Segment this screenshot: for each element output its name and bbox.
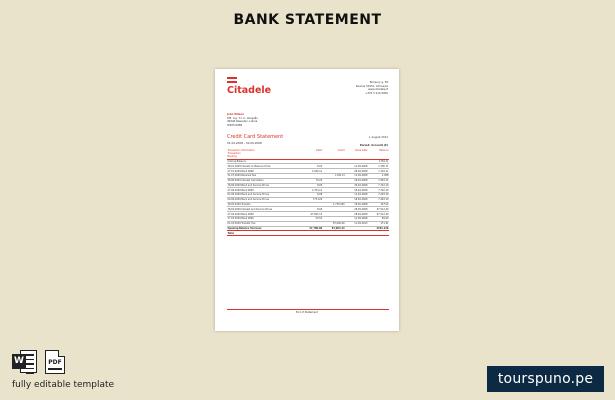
table-cell: 67,512.40 [368, 212, 389, 217]
bank-address-line: Kaunas 50151, Lithuania [355, 84, 388, 88]
column-header: Balance [368, 149, 389, 159]
table-cell: 8.08 [300, 193, 322, 198]
table-cell: 4762.136 [368, 226, 389, 231]
pdf-document-icon [43, 350, 70, 374]
table-cell: 87,000.00 [323, 221, 345, 226]
table-cell: 18.06.2009 Bank and Service Prices [227, 183, 300, 188]
table-cell: 79.25 [300, 178, 322, 183]
bank-address-line: Tempory g. 58 [369, 81, 388, 84]
table-cell: 1,908 [368, 173, 389, 178]
table-cell: 53.52 [300, 216, 322, 221]
table-cell: 7,203.10 [368, 193, 389, 198]
word-letter: W [12, 354, 26, 369]
table-header-row [227, 149, 389, 159]
client-name: John Ellison [227, 113, 244, 116]
table-cell: 27.06.2009 Bank 0000 [227, 188, 300, 193]
table-cell: 30.512 [368, 202, 389, 207]
table-cell [368, 231, 389, 236]
column-header: Debit [300, 149, 322, 159]
bank-address-line: www.citadele.lt [368, 88, 388, 92]
table-cell: 7,702.10 [368, 188, 389, 193]
table-cell: 28.09.2008 [345, 212, 368, 217]
column-header [227, 149, 300, 159]
table-cell: 11.09.2008 [345, 164, 368, 169]
table-cell: 04.06.2009 Bank and Service Prices [227, 197, 300, 202]
column-header: Credit [323, 149, 345, 159]
table-cell: 89.00 [368, 216, 389, 221]
table-cell: 8.09 [300, 183, 322, 188]
table-cell: 1,620.11 [300, 169, 322, 174]
transactions-body [227, 159, 389, 236]
bank-address [328, 81, 388, 95]
client-address-line: 40940 Rawsden, Latvia [227, 120, 258, 124]
table-cell: 18.04.2008 [345, 197, 368, 202]
citadele-logo-icon [227, 77, 237, 83]
table-cell: 7,954.11 [368, 178, 389, 183]
table-cell: 1,704.11 [368, 169, 389, 174]
table-cell: 30.04.2008 [345, 183, 368, 188]
table-cell: 27.01.2009 Bank 0000 [227, 169, 300, 174]
table-cell: Total [227, 231, 300, 236]
statement-title: Credit Card Statement [227, 134, 284, 140]
statement-date: 1 August 2012 [369, 136, 388, 139]
word-document-icon [12, 350, 39, 374]
table-cell: Closing Balance [227, 159, 300, 164]
table-cell: 67,005.13 [300, 212, 322, 217]
table-cell [323, 231, 345, 236]
bank-logo [227, 77, 271, 96]
table-cell: 18.06.2009 Interest Calculation [227, 178, 300, 183]
table-cell: 171.91 [368, 221, 389, 226]
end-of-statement: End of Statement [296, 311, 318, 314]
transactions-table [227, 149, 389, 236]
table-cell: 67,512.40 [368, 207, 389, 212]
table-cell: 01.03.2009 Transfer Fee [227, 221, 300, 226]
table-cell [300, 231, 322, 236]
column-subheader-label: Transaction [227, 152, 241, 156]
statement-period: 01.04.2008 - 30.09.2008 [227, 141, 262, 145]
statement-account: Period: Account (€) [359, 144, 388, 147]
table-cell: 7,722.10 [368, 183, 389, 188]
table-cell: 1,704.11 [300, 188, 322, 193]
client-address-line: P.M. Ing. 71 d., Alingsås [227, 116, 258, 120]
table-cell: 18.05.2009 Transfer [227, 202, 300, 207]
table-cell: 28.09.2008 [345, 207, 368, 212]
table-cell: 1726.13 [323, 173, 345, 178]
table-cell: 21.07.2009 Reversal Fee [227, 173, 300, 178]
pdf-label: PDF [48, 359, 62, 366]
table-cell: 18.04.2008 [345, 188, 368, 193]
table-cell: 7,293.10 [368, 197, 389, 202]
table-cell: 18.04.2008 [345, 178, 368, 183]
end-divider [227, 309, 389, 310]
client-address [227, 113, 258, 127]
bank-statement-document [215, 69, 399, 331]
table-cell: 27.04.2009 Bank 0000 [227, 212, 300, 217]
table-cell: 28.01.2009 Interest on Balance Drive [227, 164, 300, 169]
table-cell: 11.04.2008 [345, 193, 368, 198]
client-address-line: LT905-0868 [227, 123, 243, 127]
table-cell: 8.09 [300, 207, 322, 212]
column-header-label: Transaction Information [227, 149, 255, 153]
table-total-row [227, 231, 389, 236]
page-title: BANK STATEMENT [233, 12, 382, 28]
template-label: fully editable template [12, 380, 115, 390]
table-cell: 17.03.2009 Bank 0000 [227, 216, 300, 221]
table-cell: 18.04.2009 Interest and Service Prices [227, 207, 300, 212]
table-cell: 11.09.2008 [345, 173, 368, 178]
file-format-icons [12, 350, 70, 374]
table-cell: 1,735.000 [323, 202, 345, 207]
brand-badge[interactable]: tourspuno.pe [487, 366, 604, 392]
table-cell: 1,700.71 [368, 164, 389, 169]
table-cell [345, 231, 368, 236]
bank-logo-text: Citadele [227, 85, 272, 96]
table-cell: 18.05.2008 [345, 202, 368, 207]
column-subheader-label: Booking [227, 155, 237, 159]
table-cell: Opening Balance Turnover [227, 226, 300, 231]
table-cell: 11.09.2013 [345, 221, 368, 226]
table-cell: 773.124 [300, 197, 322, 202]
table-cell: 8.03 [300, 164, 322, 169]
table-cell: 28.09.2008 [345, 169, 368, 174]
table-cell: 11.09.2008 [345, 216, 368, 221]
table-cell: 01.06.2009 Bank and Service Prices [227, 193, 300, 198]
bank-address-line: +370 5 210 0000 [365, 91, 388, 95]
column-header: Value Date [345, 149, 368, 159]
table-cell: 87,004.13 [323, 226, 345, 231]
table-cell: 1704.11 [368, 159, 389, 164]
table-cell: 47,780.00 [300, 226, 322, 231]
